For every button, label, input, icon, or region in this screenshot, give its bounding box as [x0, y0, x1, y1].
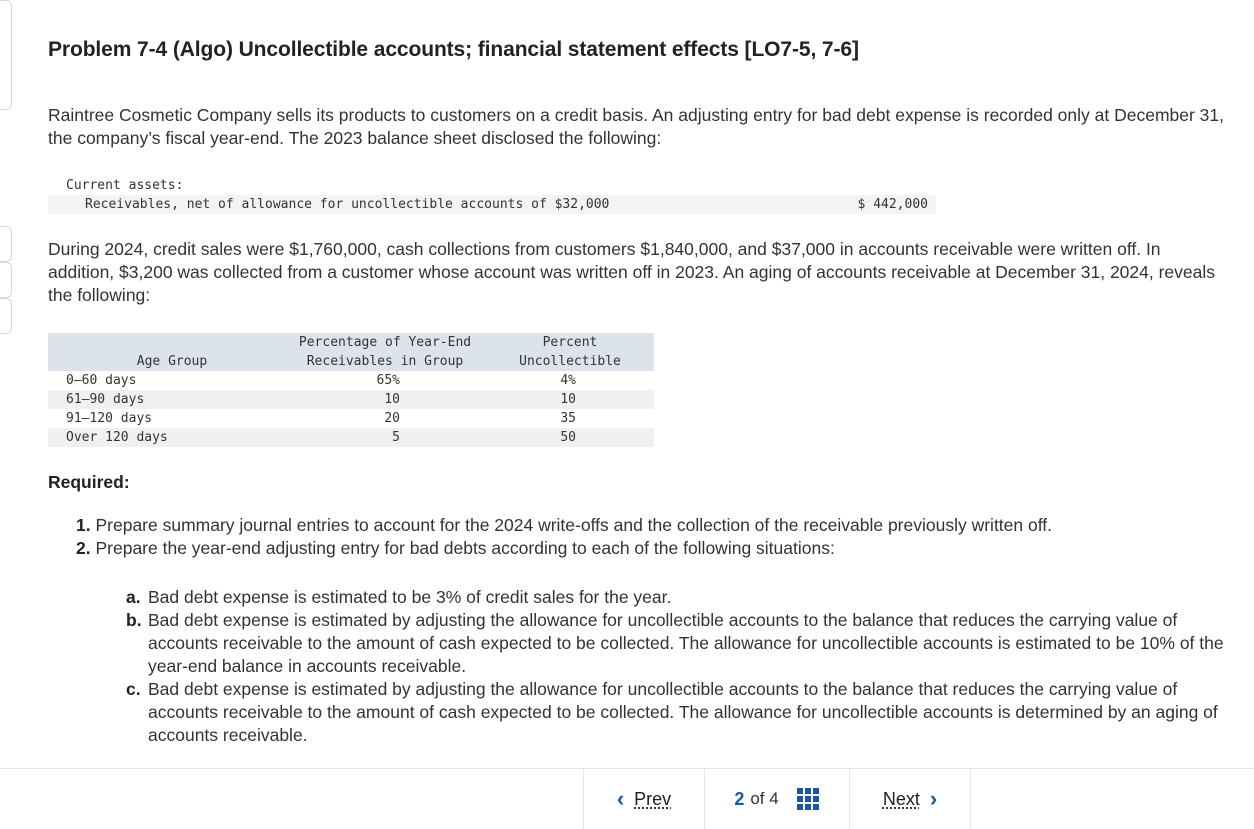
item-number: 2.	[76, 538, 91, 558]
receivables-row	[48, 195, 936, 214]
item-number: 1.	[76, 515, 91, 535]
item-letter: a.	[126, 587, 141, 607]
balance-sheet-excerpt	[48, 176, 936, 214]
during-paragraph: During 2024, credit sales were $1,760,000, cash collections from customers $1,840,000, and $37,000 in accounts receivable were written off. In addition, $3,200 was collected from a customer whose account was written off in 2023. An aging of accounts receivable at December 31, 2024, reveals the following:	[48, 239, 1216, 305]
header-age-group: Age Group	[136, 354, 208, 369]
side-tab-top[interactable]	[0, 0, 12, 110]
uncollectible-cell: 10	[560, 392, 576, 407]
problem-title: Problem 7-4 (Algo) Uncollectible accounts; financial statement effects [LO7-5, 7-6]	[48, 38, 859, 61]
next-button[interactable]	[849, 769, 971, 829]
required-list	[76, 514, 1226, 560]
receivables-amount: $ 442,000	[857, 197, 928, 212]
header-uncollectible-line1: Percent	[542, 335, 598, 350]
list-item	[126, 678, 1226, 747]
item-text: Bad debt expense is estimated by adjusting the allowance for uncollectible accounts to the balance that reduces the carrying value of accounts receivable to the amount of cash expected to be collected. The allowance for uncollectible accounts is estimated to be 10% of the year-end balance in accounts receivable.	[148, 610, 1224, 676]
next-label: Next	[882, 788, 920, 809]
table-row	[48, 428, 654, 447]
page-current: 2	[734, 788, 745, 809]
header-percentage-line2: Receivables in Group	[306, 354, 464, 369]
percentage-cell: 65%	[376, 373, 400, 388]
item-text: Bad debt expense is estimated by adjusting the allowance for uncollectible accounts to the balance that reduces the carrying value of accounts receivable to the amount of cash expected to be collected. The allowance for uncollectible accounts is determined by an aging of accounts receivable.	[148, 679, 1218, 745]
item-text: Bad debt expense is estimated to be 3% of credit sales for the year.	[148, 587, 672, 607]
header-uncollectible-line2: Uncollectible	[519, 354, 621, 369]
uncollectible-cell: 35	[560, 411, 576, 426]
list-item	[76, 537, 1226, 560]
header-percentage-line1: Percentage of Year-End	[298, 335, 472, 350]
side-tab-lower[interactable]	[0, 262, 12, 298]
receivables-label: Receivables, net of allowance for uncollectible accounts of $32,000	[85, 197, 610, 212]
prev-label: Prev	[634, 788, 672, 809]
prev-button[interactable]	[583, 769, 705, 829]
page-indicator[interactable]	[704, 769, 849, 829]
list-item	[126, 609, 1226, 678]
aging-table	[48, 333, 654, 447]
table-row	[48, 371, 654, 390]
chevron-right-icon: ›	[929, 786, 938, 811]
item-letter: c.	[126, 679, 141, 699]
age-group-cell: 61–90 days	[66, 392, 145, 407]
percentage-cell: 20	[384, 411, 400, 426]
chevron-left-icon: ‹	[616, 786, 625, 811]
situations-list	[126, 586, 1226, 747]
item-letter: b.	[126, 610, 142, 630]
side-tab-middle[interactable]	[0, 226, 12, 262]
page-total: of 4	[750, 789, 779, 808]
uncollectible-cell: 4%	[560, 373, 576, 388]
percentage-cell: 10	[384, 392, 400, 407]
list-item	[126, 586, 1226, 609]
item-text: Prepare summary journal entries to account for the 2024 write-offs and the collection of the receivable previously written off.	[95, 515, 1053, 535]
list-item	[76, 514, 1226, 537]
required-heading: Required:	[48, 472, 130, 492]
percentage-cell: 5	[392, 430, 400, 445]
item-text: Prepare the year-end adjusting entry for bad debts according to each of the following situations:	[95, 538, 835, 558]
side-tab-bottom[interactable]	[0, 298, 12, 334]
uncollectible-cell: 50	[560, 430, 576, 445]
age-group-cell: Over 120 days	[66, 430, 168, 445]
age-group-cell: 91–120 days	[66, 411, 153, 426]
table-row	[48, 409, 654, 428]
table-row	[48, 390, 654, 409]
current-assets-heading: Current assets:	[66, 178, 184, 193]
aging-table-header	[48, 333, 654, 371]
grid-icon[interactable]	[797, 788, 819, 810]
age-group-cell: 0–60 days	[66, 373, 137, 388]
intro-paragraph: Raintree Cosmetic Company sells its products to customers on a credit basis. An adjusting entry for bad debt expense is recorded only at December 31, the company’s fiscal year-end. The 2023 balance sheet disclosed the following:	[48, 105, 1225, 148]
